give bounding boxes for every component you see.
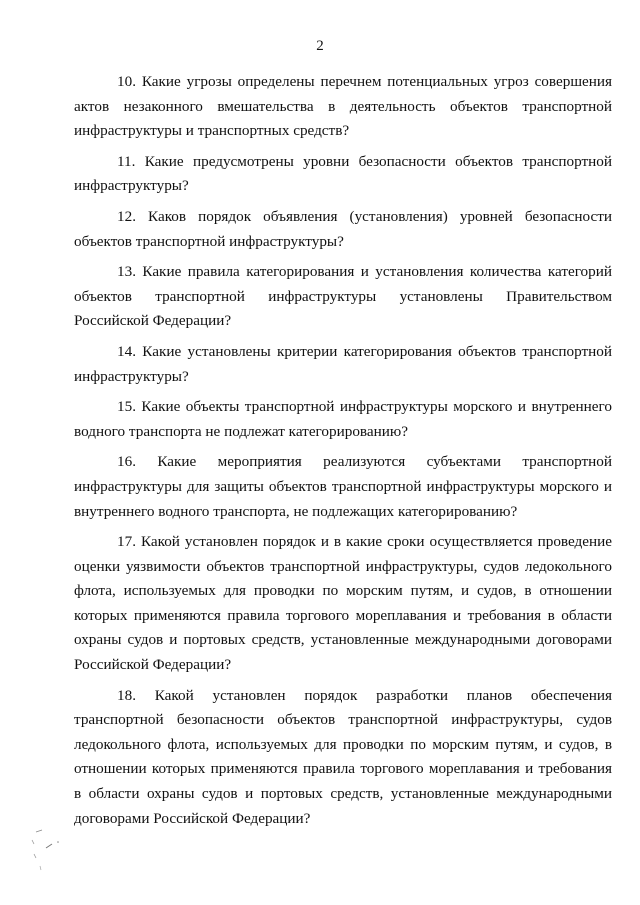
question-paragraph: 12. Каков порядок объявления (установления) уровней безопасности объектов транспортной инфраструктуры? bbox=[74, 207, 612, 250]
question-paragraph: 13. Какие правила категорирования и установления количества категорий объектов транспортной инфраструктуры установлены Правительством Российской Федерации? bbox=[74, 263, 612, 330]
scan-noise-marks bbox=[18, 820, 78, 880]
question-paragraph: 11. Какие предусмотрены уровни безопасности объектов транспортной инфраструктуры? bbox=[74, 152, 612, 195]
document-body bbox=[74, 70, 612, 837]
question-paragraph: 10. Какие угрозы определены перечнем потенциальных угроз совершения актов незаконного вмешательства в деятельность объектов транспортной инфраструктуры и транспортных средств? bbox=[74, 73, 612, 140]
question-paragraph: 14. Какие установлены критерии категорирования объектов транспортной инфраструктуры? bbox=[74, 342, 612, 385]
page-number: 2 bbox=[316, 38, 324, 54]
question-paragraph: 16. Какие мероприятия реализуются субъектами транспортной инфраструктуры для защиты объектов транспортной инфраструктуры морского и внутреннего водного транспорта, не подлежащих категорированию? bbox=[74, 453, 612, 520]
question-paragraph: 17. Какой установлен порядок и в какие сроки осуществляется проведение оценки уязвимости объектов транспортной инфраструктуры, судов ледокольного флота, используемых для проводки по морским путям, и судов, в отношении которых применяются правила торгового мореплавания и требования в области охраны судов и портовых средств, установленные международными договорами Российской Федерации? bbox=[74, 533, 612, 674]
question-paragraph: 18. Какой установлен порядок разработки планов обеспечения транспортной безопасности объектов транспортной инфраструктуры, судов ледокольного флота, используемых для проводки по морским путям, и судов, в отношении которых применяются правила торгового мореплавания и требования в области охраны судов и портовых средств, установленные международными договорами Российской Федерации? bbox=[74, 686, 612, 827]
question-paragraph: 15. Какие объекты транспортной инфраструктуры морского и внутреннего водного транспорта не подлежат категорированию? bbox=[74, 398, 612, 440]
